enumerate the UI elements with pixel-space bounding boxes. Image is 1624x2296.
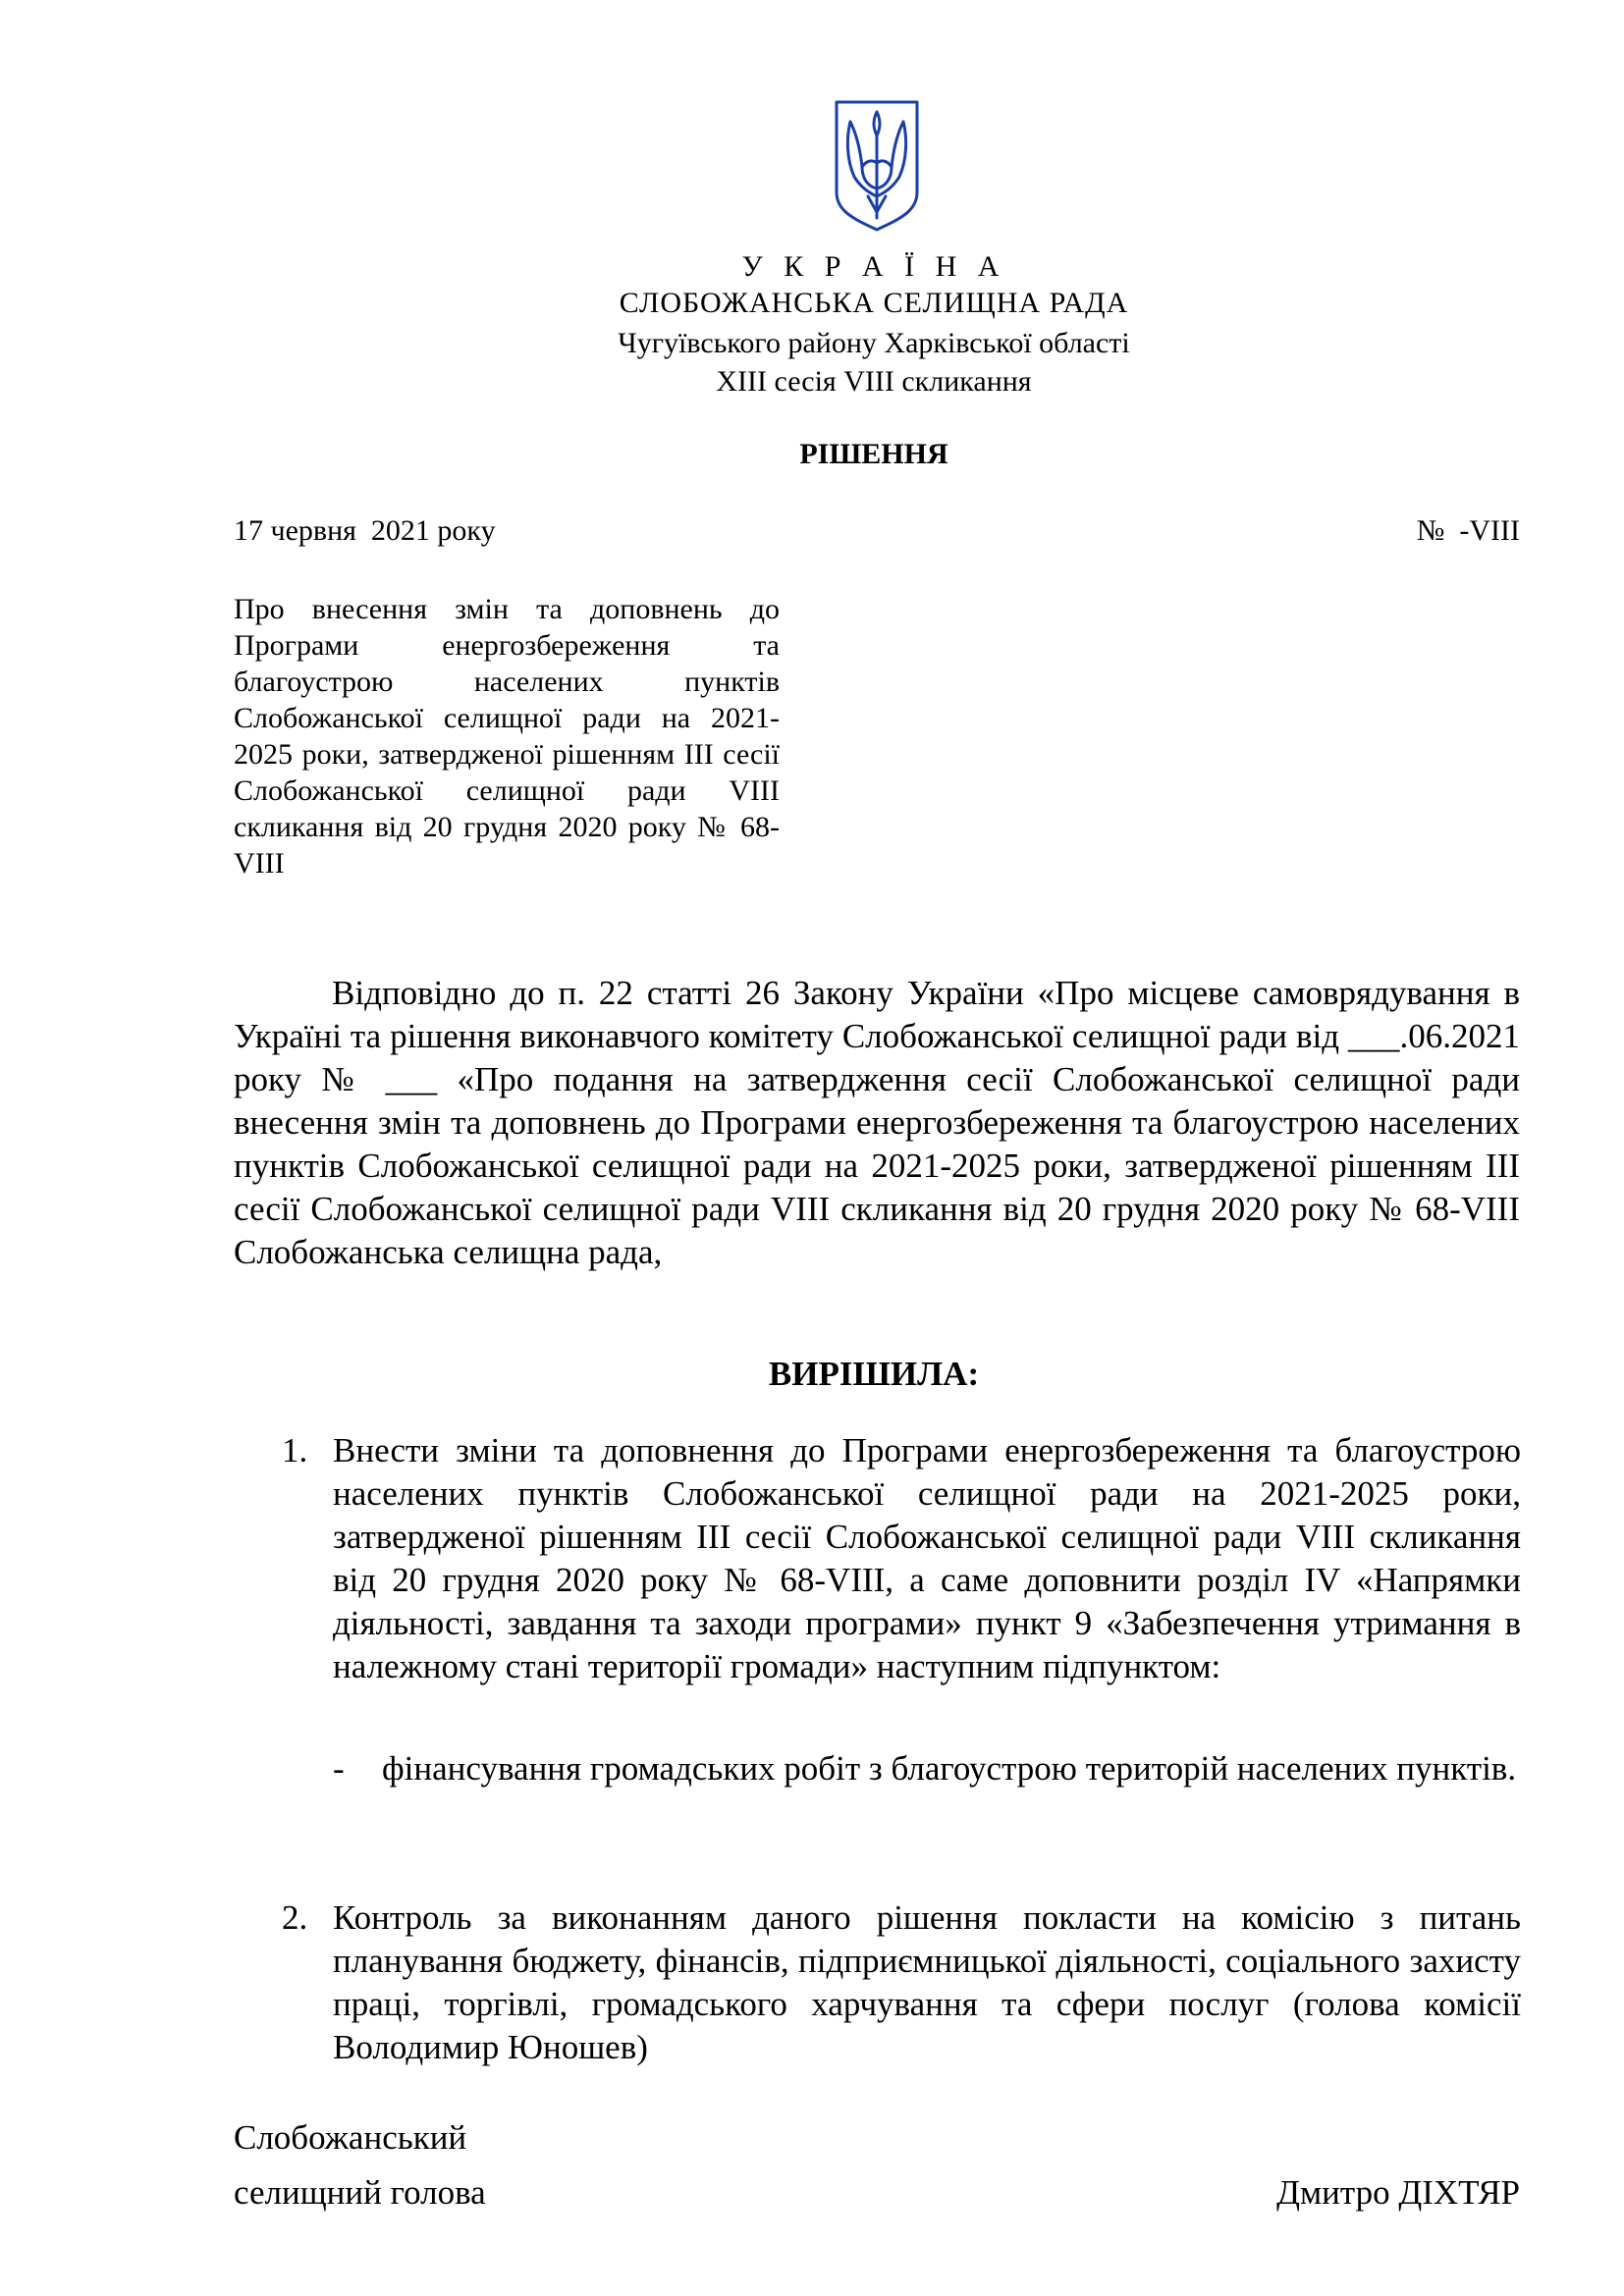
decision-date: 17 червня 2021 року [234,514,496,547]
signatory-name: Дмитро ДІХТЯР [1276,2173,1520,2212]
signatory-title-line1: Слобожанський [234,2118,467,2157]
sub-item-text: фінансування громадських робіт з благоустрою територій населених пунктів. [382,1749,1517,1788]
resolved-heading: ВИРІШИЛА: [768,1355,980,1393]
preamble-paragraph: Відповідно до п. 22 статті 26 Закону України «Про місцеве самоврядування в Україні та рішення виконавчого комітету Слобожанської селищної ради від ___.06.2021 року № ___ «Про подання на затвердження сесії Слобожанської селищної ради внесення змін та доповнень до Програми енергозбереження та благоустрою населених пунктів Слобожанської селищної ради на 2021-2025 роки, затвердженої рішенням ІІІ сесії Слобожанської селищної ради VІІІ скликання від 20 грудня 2020 року № 68-VIII Слобожанська селищна рада, [234,974,1520,1271]
list-item-number: 1. [282,1431,308,1469]
list-item-text: Внести зміни та доповнення до Програми енергозбереження та благоустрою населених пунктів Слобожанської селищної ради на 2021-2025 роки, затвердженої рішенням ІІІ сесії Слобожанської селищної ради VІІІ скликання від 20 грудня 2020 року № 68-VIII, а саме доповнити розділ IV «Напрямки діяльності, завдання та заходи програми» пункт 9 «Забезпечення утримання в належному стані території громади» наступним підпунктом: [333,1431,1521,1685]
header-district: Чугуївського району Харківської області [618,327,1130,359]
decision-number: № -VIII [1416,514,1520,547]
sub-item-dash: - [333,1749,345,1788]
list-item-text: Контроль за виконанням даного рішення покласти на комісію з питань планування бюджету, фінансів, підприємницької діяльності, соціального захисту праці, торгівлі, громадського харчування та сфери послуг (голова комісії Володимир Юношев) [333,1898,1521,2066]
list-item-number: 2. [282,1898,308,1937]
header-council: СЛОБОЖАНСЬКА СЕЛИЩНА РАДА [619,287,1129,319]
signatory-title-line2: селищний голова [234,2173,486,2212]
header-country: У К Р А Ї Н А [741,250,1006,283]
decision-subject: Про внесення змін та доповнень до Програми енергозбереження та благоустрою населених пунктів Слобожанської селищної ради на 2021-2025 роки, затвердженої рішенням ІІІ сесії Слобожанської селищної ради VІІІ скликання від 20 грудня 2020 року № 68-VIII [234,593,780,880]
decision-title: РІШЕННЯ [799,438,948,470]
header-session: XIII сесія VIII скликання [716,365,1032,398]
trident-coat-of-arms-icon [833,98,921,232]
